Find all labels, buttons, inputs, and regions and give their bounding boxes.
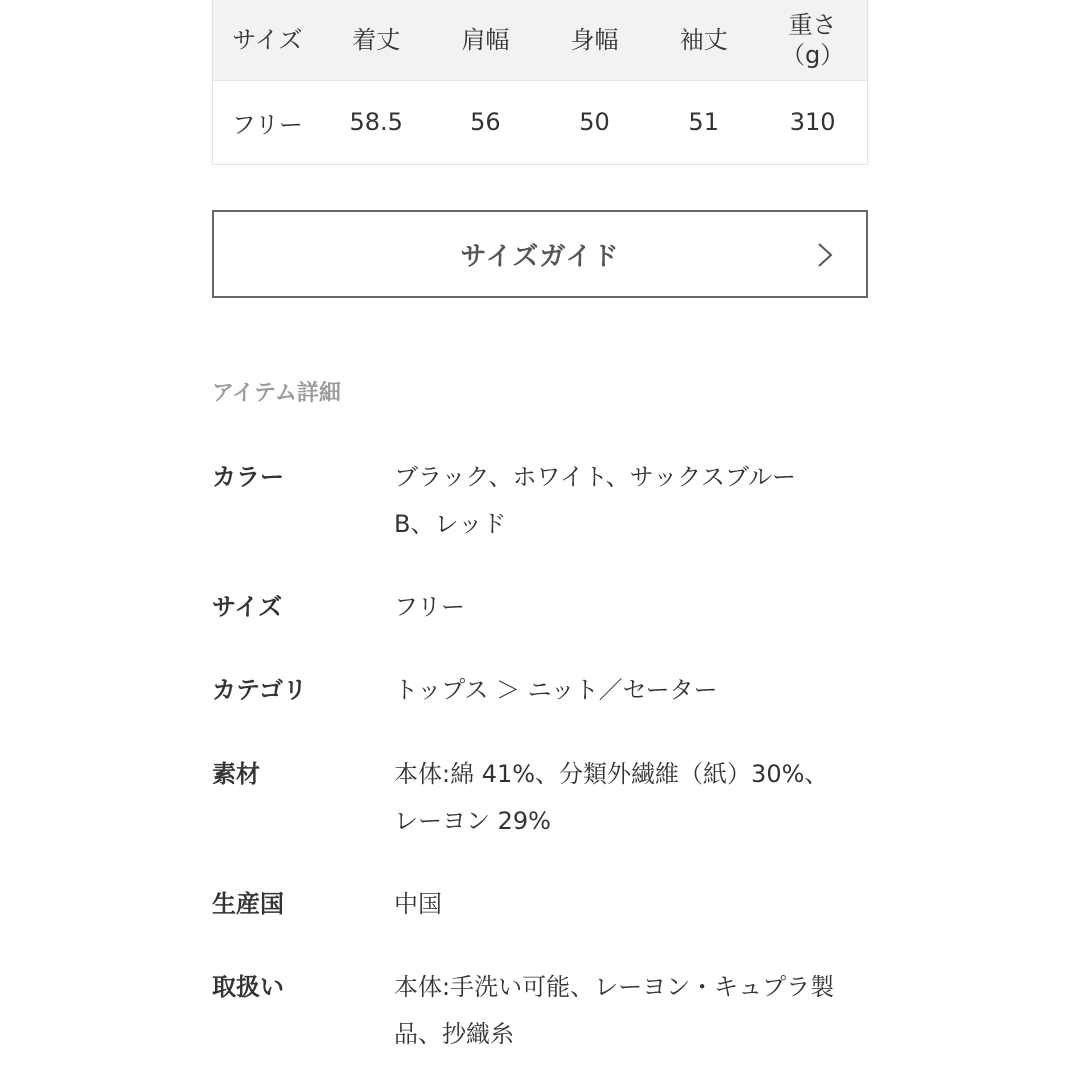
size-table-header: 身幅 xyxy=(540,0,649,80)
size-guide-button[interactable] xyxy=(212,210,868,298)
detail-row-care xyxy=(212,968,868,1058)
size-table-header: 着丈 xyxy=(322,0,431,80)
detail-value: 中国 xyxy=(394,890,442,918)
detail-value: 本体:手洗い可能、レーヨン・キュプラ製 品、抄織糸 xyxy=(394,973,835,1048)
detail-label: 生産国 xyxy=(212,890,284,918)
size-table-cell: 56 xyxy=(431,80,540,164)
detail-row-size xyxy=(212,588,868,631)
chevron-right-icon xyxy=(814,242,836,268)
detail-row-color xyxy=(212,458,868,548)
detail-row-material xyxy=(212,755,868,845)
size-table-cell: 310 xyxy=(758,80,867,164)
detail-label: 取扱い xyxy=(212,973,284,1001)
size-table xyxy=(212,0,868,165)
detail-row-category xyxy=(212,671,868,714)
product-detail-panel xyxy=(212,0,868,1048)
size-table-cell: フリー xyxy=(213,80,322,164)
size-table-row xyxy=(213,80,868,164)
detail-label: 素材 xyxy=(212,760,260,788)
size-table-header: 袖丈 xyxy=(649,0,758,80)
detail-label: サイズ xyxy=(212,593,283,621)
size-guide-label: サイズガイド xyxy=(460,241,620,272)
size-table-cell: 58.5 xyxy=(322,80,431,164)
detail-value: フリー xyxy=(394,593,466,621)
size-table-header: 肩幅 xyxy=(431,0,540,80)
size-table-cell: 50 xyxy=(540,80,649,164)
size-table-header-row xyxy=(213,0,868,80)
detail-label: カラー xyxy=(212,463,284,491)
detail-row-country xyxy=(212,885,868,928)
detail-value: 本体:綿 41%、分類外繊維（紙）30%、 レーヨン 29% xyxy=(394,760,829,835)
detail-value: ブラック、ホワイト、サックスブルー B、レッド xyxy=(394,463,796,538)
size-table-header-weight: 重さ （g） xyxy=(758,0,867,80)
size-table-header: サイズ xyxy=(213,0,322,80)
detail-label: カテゴリ xyxy=(212,676,308,704)
size-table-cell: 51 xyxy=(649,80,758,164)
detail-value: トップス ＞ ニット／セーター xyxy=(394,676,718,704)
item-details-title: アイテム詳細 xyxy=(212,381,341,406)
